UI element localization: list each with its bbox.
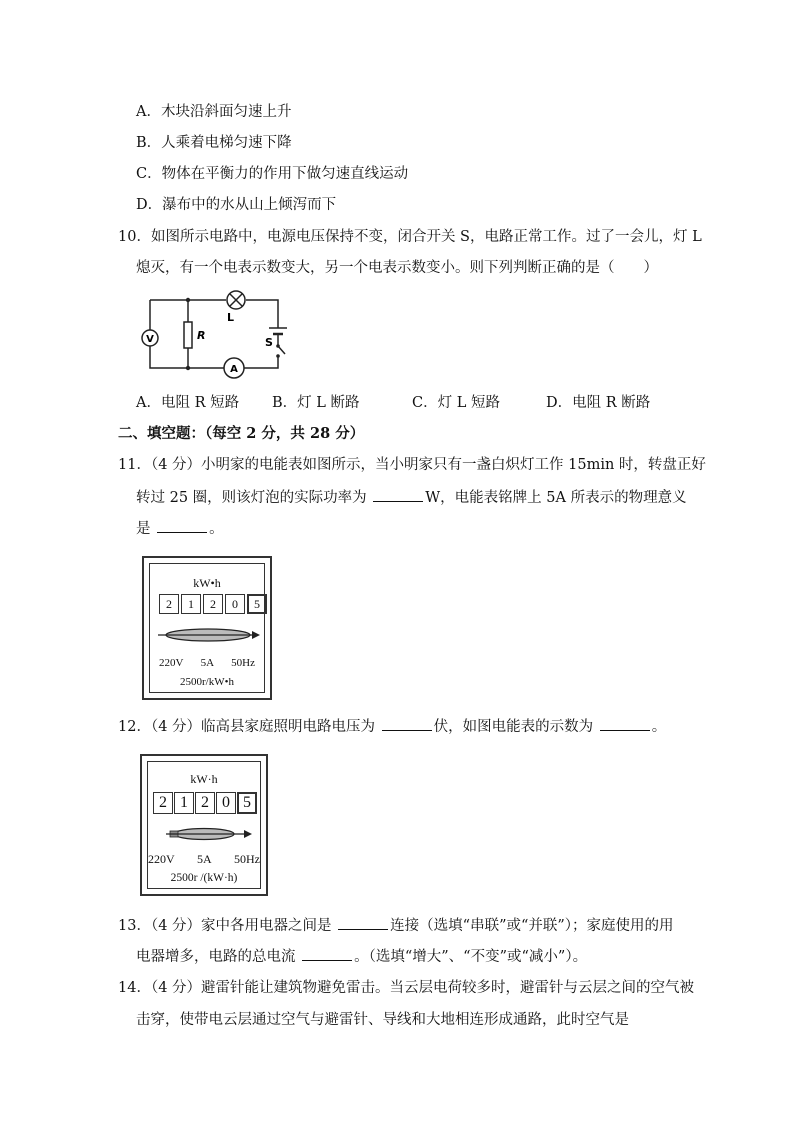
meter1-digit: 2 [203,594,223,614]
meter1-rating: 220V 5A 50Hz [159,657,255,669]
q11-stem-line1: 11．（4 分）小明家的电能表如图所示，当小明家只有一盏白炽灯工作 15min 时，转盘正好 [118,457,706,473]
q13-blank-2[interactable] [302,946,352,961]
q13-stem-line2: 电器增多，电路的总电流 。（选填“增大”、“不变”或“减小”）。 [136,946,587,967]
meter2-rotating-disc [164,824,254,844]
circuit-diagram [138,288,298,382]
lamp-label: L [227,311,235,324]
meter2-digit: 2 [153,792,173,814]
q10-stem-line2: 熄灭，有一个电表示数变大，另一个电表示数变小。则下列判断正确的是（ ） [136,260,658,276]
q11-blank-1[interactable] [373,487,423,502]
q9-option-b: B．人乘着电梯匀速下降 [136,135,292,151]
meter1-revolutions: 2500r/kW•h [180,676,234,688]
q13-blank-1[interactable] [338,915,388,930]
q14-stem-line1: 14．（4 分）避雷针能让建筑物避免雷击。当云层电荷较多时，避雷针与云层之间的空气被 [118,980,695,996]
section-fill-in-title: 二、填空题：（每空 2 分，共 28 分） [118,425,365,442]
q10-stem-line1: 10．如图所示电路中，电源电压保持不变，闭合开关 S，电路正常工作。过了一会儿，灯 L [118,229,702,245]
q10-option-a: A．电阻 R 短路 [136,395,240,411]
meter2-unit: kW·h [190,772,218,786]
q13-stem-line1: 13．（4 分）家中各用电器之间是 连接（选填“串联”或“并联”）；家庭使用的用 [118,915,674,936]
q9-option-c: C．物体在平衡力的作用下做匀速直线运动 [136,166,409,182]
q11-stem-line3: 是 。 [136,518,224,539]
ammeter-label: A [230,364,238,375]
q12-stem: 12．（4 分）临高县家庭照明电路电压为 伏，如图电能表的示数为 。 [118,716,666,737]
meter1-digits [159,594,267,614]
meter2-digit: 2 [195,792,215,814]
voltmeter-label: V [146,334,154,345]
meter1-digit: 0 [225,594,245,614]
switch-label: S [265,336,273,349]
q10-option-b: B．灯 L 断路 [272,395,360,411]
meter2-rating: 220V 5A 50Hz [148,852,260,866]
q10-option-c: C．灯 L 短路 [412,395,500,411]
q12-blank-1[interactable] [382,716,432,731]
meter2-digit: 0 [216,792,236,814]
meter2-digit: 5 [237,792,257,814]
meter2-digits [153,792,257,814]
meter2-revolutions: 2500r /(kW·h) [170,872,238,884]
q9-option-a: A．木块沿斜面匀速上升 [136,104,292,120]
meter1-rotating-disc [156,624,262,646]
meter1-digit: 2 [159,594,179,614]
electric-meter-1 [142,556,272,700]
q14-stem-line2: 击穿，使带电云层通过空气与避雷针、导线和大地相连形成通路，此时空气是 [136,1012,629,1028]
q10-option-d: D．电阻 R 断路 [546,395,651,411]
electric-meter-2 [140,754,268,896]
q11-blank-2[interactable] [157,518,207,533]
q12-blank-2[interactable] [600,716,650,731]
meter1-digit: 1 [181,594,201,614]
meter1-unit: kW•h [193,576,221,590]
resistor-label: R [197,329,206,342]
meter1-digit: 5 [247,594,267,614]
meter2-digit: 1 [174,792,194,814]
q11-stem-line2: 转过 25 圈，则该灯泡的实际功率为 W，电能表铭牌上 5A 所表示的物理意义 [136,487,687,508]
q9-option-d: D．瀑布中的水从山上倾泻而下 [136,197,337,213]
